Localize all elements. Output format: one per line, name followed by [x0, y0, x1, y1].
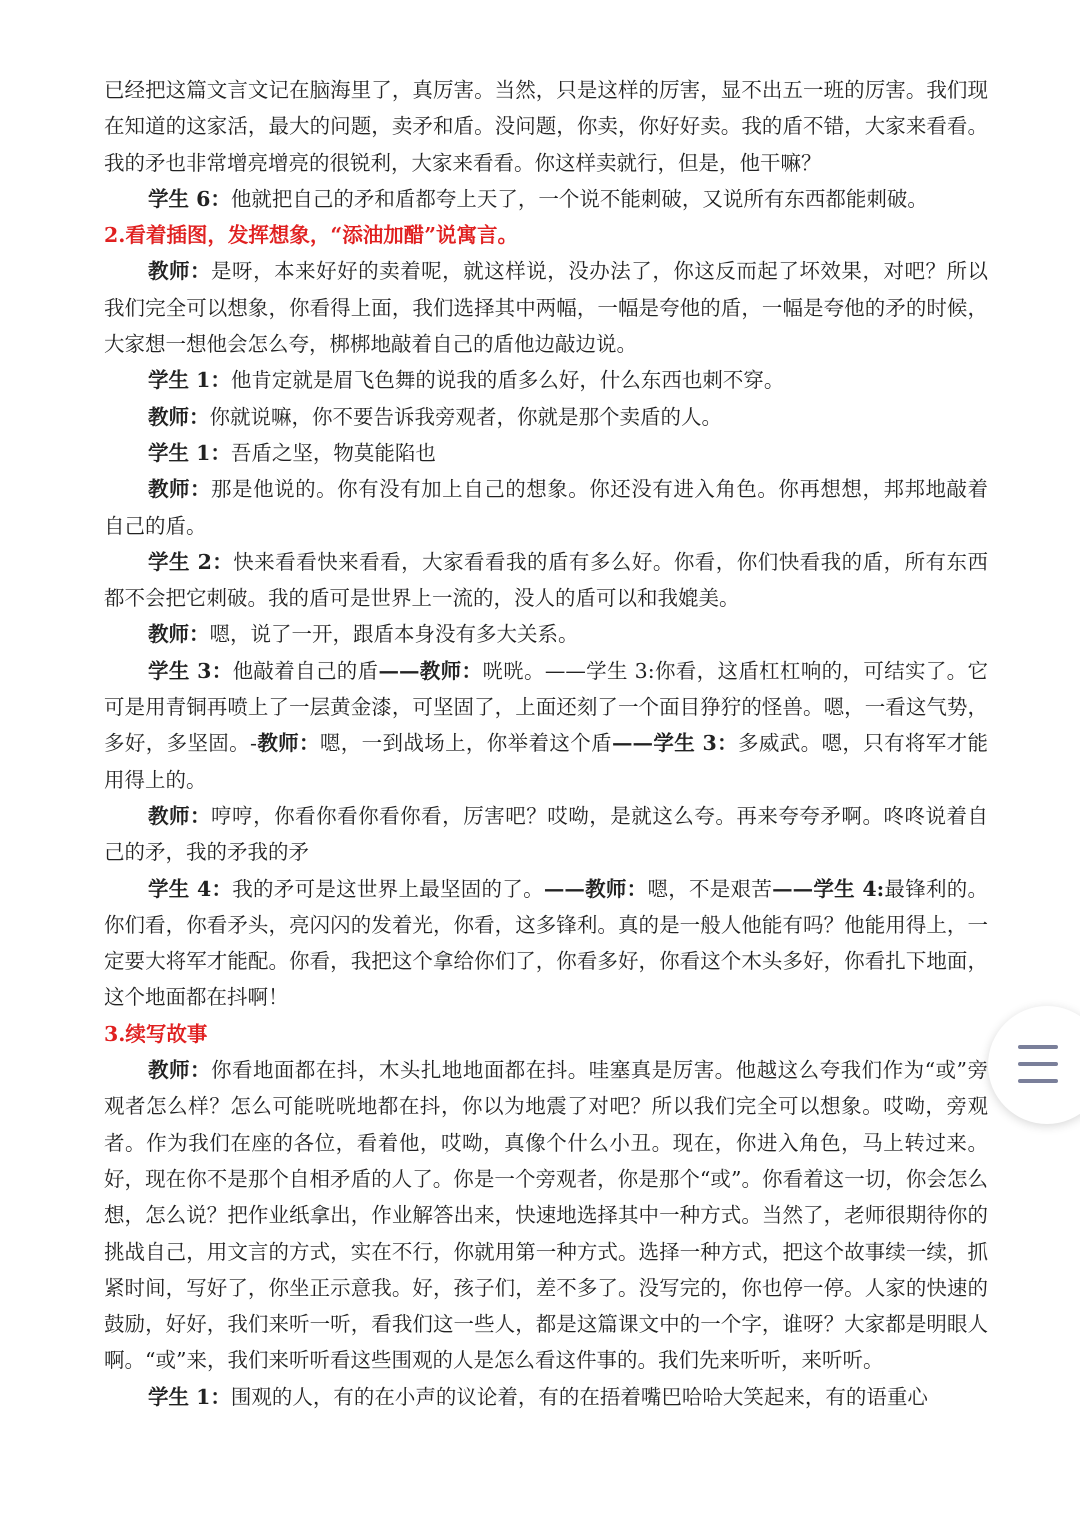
dialogue-text: 最锋利的。你们看，你看矛头，亮闪闪的发着光，你看，这多锋利。真的是一般人他能有吗？他能用得上，一定要大将军才能配。你看，我把这个拿给你们了，你看多好，你看这个木头多好，你看扎下地面，这个地面都在抖啊！ [104, 876, 989, 1010]
dialogue-line [104, 798, 988, 871]
dialogue-text: 你就说嘛，你不要告诉我旁观者，你就是那个卖盾的人。 [209, 404, 722, 429]
dialogue-line [104, 181, 988, 217]
dialogue-line [104, 471, 988, 544]
dialogue-text: 快来看看快来看看，大家看看我的盾有多么好。你看，你们快看我的盾，所有东西都不会把它刺破。我的盾可是世界上一流的，没人的盾可以和我媲美。 [104, 549, 989, 611]
speaker-label: 教师： [148, 404, 210, 429]
menu-bar [1018, 1045, 1058, 1049]
dialogue-line [104, 362, 988, 398]
speaker-label: 学生 1： [148, 440, 231, 465]
speaker-label: ——学生 3： [611, 731, 739, 756]
floating-menu-button[interactable] [988, 1006, 1080, 1124]
menu-bar [1018, 1062, 1058, 1066]
speaker-label: 教师： [148, 622, 210, 647]
dialogue-text: 我的矛可是这世界上最坚固的了。 [232, 876, 544, 901]
speaker-label: 学生 1： [148, 368, 231, 393]
speaker-label: 学生 2： [148, 549, 234, 574]
dialogue-text: 嗯，不是艰苦 [647, 876, 773, 901]
dialogue-line [104, 871, 988, 1016]
speaker-label: 教师： [148, 1058, 211, 1083]
document-body [104, 72, 988, 1415]
dialogue-text: 吾盾之坚，物莫能陷也 [230, 440, 436, 465]
dialogue-line [104, 1052, 988, 1379]
dialogue-line [104, 544, 988, 617]
speaker-label: 教师： [148, 477, 212, 502]
dialogue-text: 是呀，本来好好的卖着呢，就这样说，没办法了，你这反而起了坏效果，对吧？所以我们完全可以想象，你看得上面，我们选择其中两幅，一幅是夸他的盾，一幅是夸他的矛的时候，大家想一想他会怎么夸，梆梆地敲着自己的盾他边敲边说。 [104, 259, 989, 357]
dialogue-text: 他就把自己的矛和盾都夸上天了，一个说不能刺破，又说所有东西都能刺破。 [230, 186, 928, 211]
dialogue-text: 他肯定就是眉飞色舞的说我的盾多么好，什么东西也刺不穿。 [230, 368, 785, 393]
speaker-label: 学生 6： [148, 186, 231, 211]
speaker-label: ——教师： [378, 658, 483, 683]
dialogue-line [104, 616, 988, 652]
speaker-label: 教师： [148, 259, 212, 284]
speaker-label: 学生 3： [148, 658, 233, 683]
speaker-label: 教师： [256, 731, 320, 756]
dialogue-text: 多威武。嗯，只有将军才能用得上的。 [104, 731, 989, 792]
dialogue-line [104, 399, 988, 435]
dialogue-text: 那是他说的。你有没有加上自己的想象。你还没有进入角色。你再想想，邦邦地敲着自己的盾。 [104, 477, 989, 538]
dialogue-text: 围观的人，有的在小声的议论着，有的在捂着嘴巴哈哈大笑起来，有的语重心 [230, 1384, 928, 1409]
speaker-label: 学生 1： [148, 1384, 231, 1409]
speaker-label: ——教师： [543, 876, 648, 901]
section-heading: 3.续写故事 [104, 1021, 208, 1046]
speaker-label: ——学生 4: [772, 876, 885, 901]
dialogue-text: 他敲着自己的盾 [232, 658, 379, 683]
dialogue-text: 哼哼，你看你看你看你看，厉害吧？哎呦，是就这么夸。再来夸夸矛啊。咚咚说着自己的矛，我的矛我的矛 [104, 803, 989, 865]
dialogue-line [104, 1379, 988, 1415]
dialogue-text: 嗯，说了一开，跟盾本身没有多大关系。 [209, 622, 579, 647]
menu-bar [1018, 1079, 1058, 1083]
section-heading: 2.看着插图，发挥想象，“添油加醋”说寓言。 [104, 223, 518, 248]
dialogue-text: 嗯，一到战场上，你举着这个盾 [319, 731, 612, 756]
speaker-label: 教师： [148, 803, 212, 828]
dialogue-text: 咣咣。——学生 3:你看，这盾杠杠响的，可结实了。它可是用青铜再喷上了一层黄金漆，可坚固了，上面还刻了一个面目狰狞的怪兽。嗯，一看这气势，多好，多坚固。- [104, 658, 989, 756]
dialogue-text: 你看地面都在抖，木头扎地地面都在抖。哇塞真是厉害。他越这么夸我们作为“或”旁观者怎么样？怎么可能咣咣地都在抖，你以为地震了对吧？所以我们完全可以想象。哎呦，旁观者。作为我们在座的各位，看着他，哎呦，真像个什么小丑。现在，你进入角色，马上转过来。好，现在你不是那个自相矛盾的人了。你是一个旁观者，你是那个“或”。你看着这一切，你会怎么想，怎么说？把作业纸拿出，作业解答出来，快速地选择其中一种方式。当然了，老师很期待你的挑战自己，用文言的方式，实在不行，你就用第一种方式。选择一种方式，把这个故事续一续，抓紧时间，写好了，你坐正示意我。好，孩子们，差不多了。没写完的，你也停一停。人家的快速的鼓励，好好，我们来听一听，看我们这一些人，都是这篇课文中的一个字，谁呀？大家都是明眼人啊。“或”来，我们来听听看这些围观的人是怎么看这件事的。我们先来听听，来听听。 [104, 1058, 988, 1373]
dialogue-line [104, 435, 988, 471]
paragraph: 已经把这篇文言文记在脑海里了，真厉害。当然，只是这样的厉害，显不出五一班的厉害。我们现在知道的这家活，最大的问题，卖矛和盾。没问题，你卖，你好好卖。我的盾不错，大家来看看。我的矛也非常增亮增亮的很锐利，大家来看看。你这样卖就行，但是，他干嘛？ [104, 78, 988, 175]
dialogue-line [104, 653, 988, 798]
dialogue-line [104, 253, 988, 362]
speaker-label: 学生 4： [148, 876, 233, 901]
